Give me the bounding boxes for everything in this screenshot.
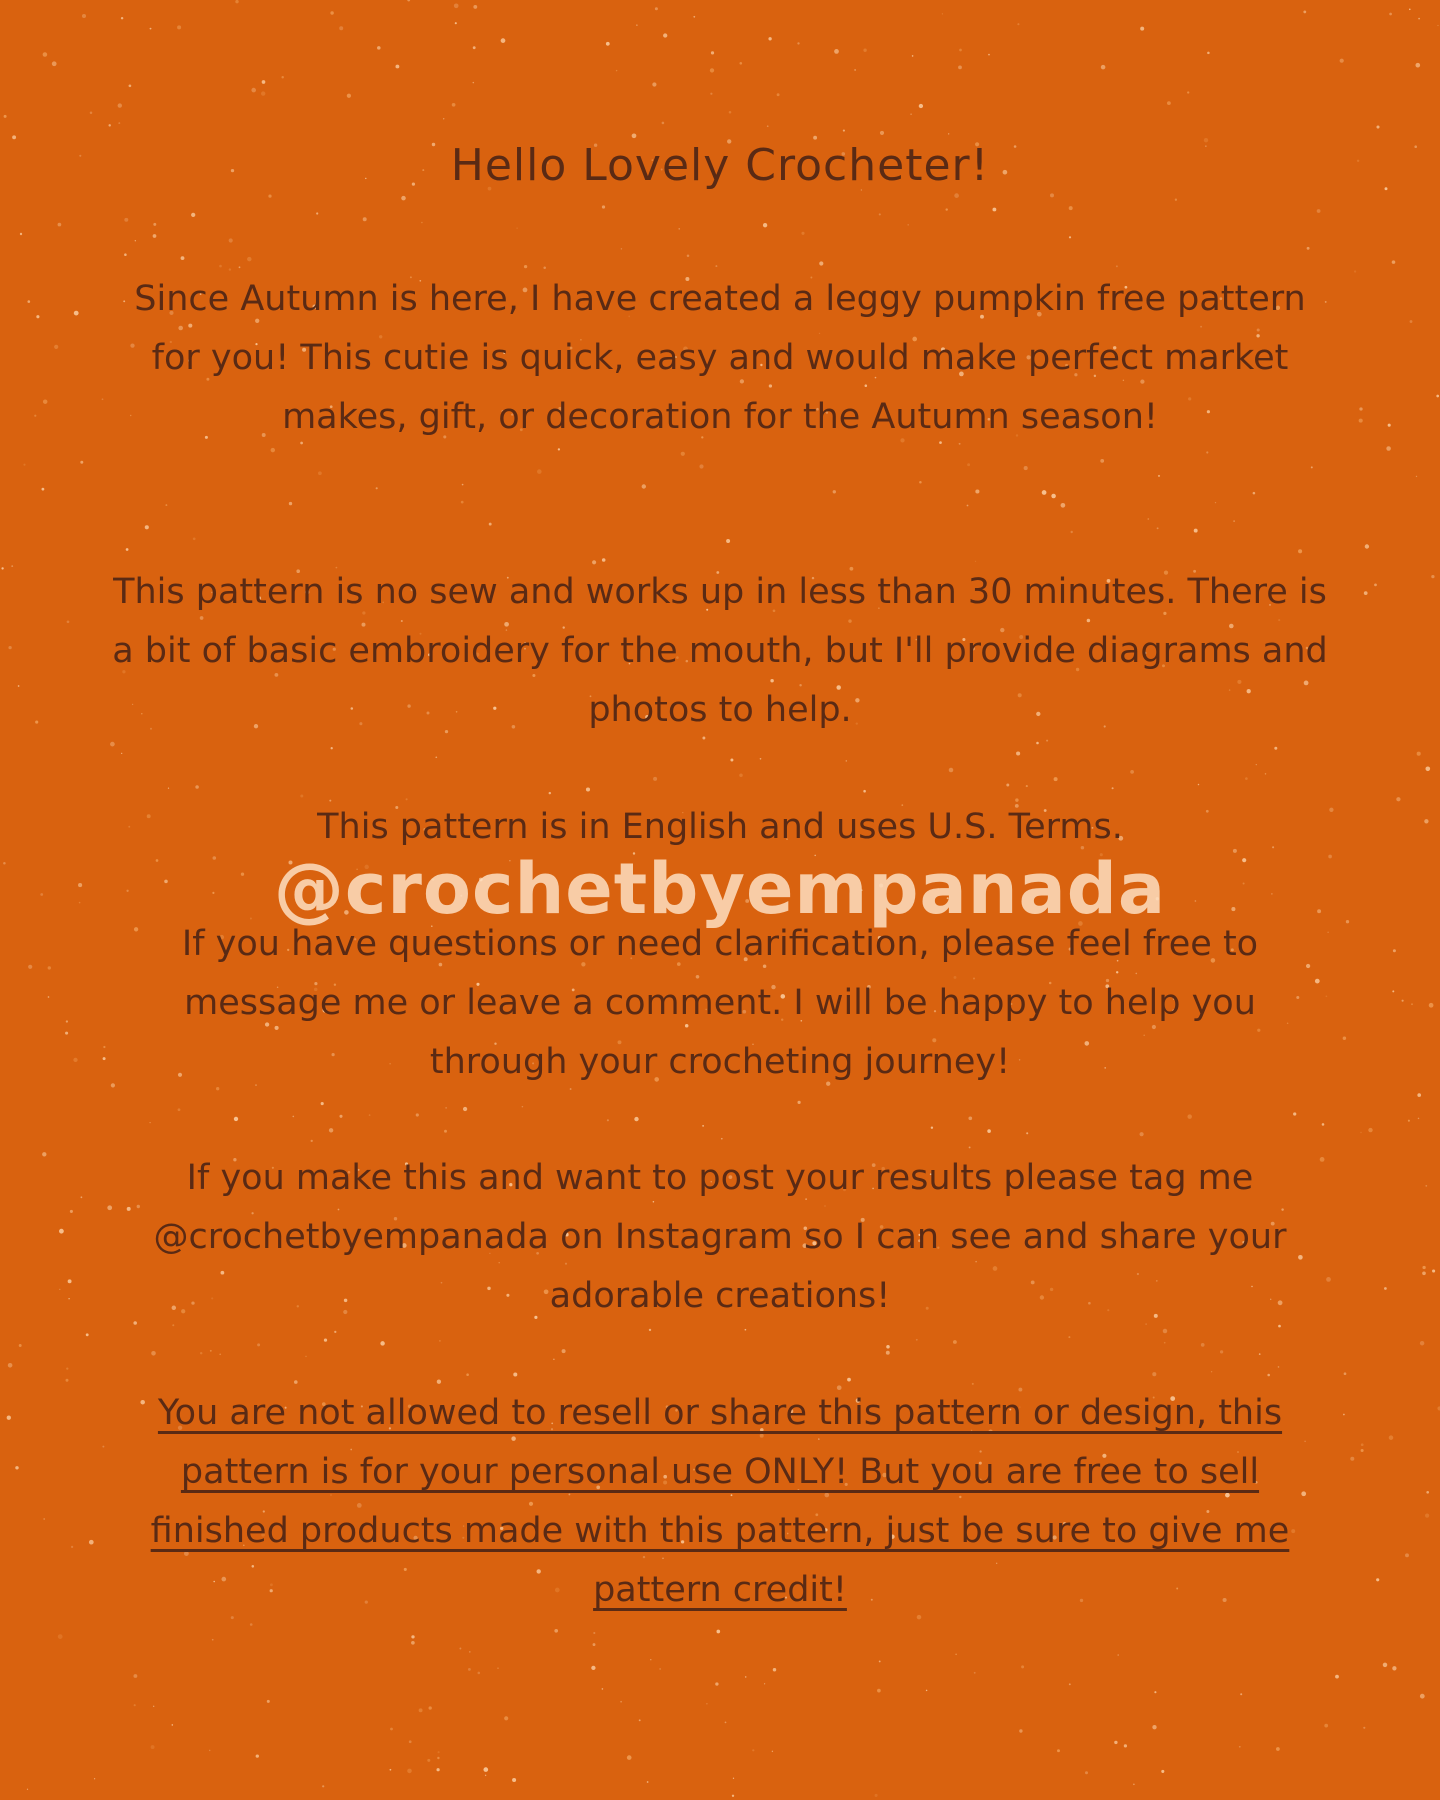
questions-paragraph: If you have questions or need clarification, please feel free to message me or leave a comment. I will be happy to help you through your crocheting journey! (181, 924, 1259, 1082)
terms-paragraph: This pattern is in English and uses U.S. Terms. (317, 807, 1123, 847)
difficulty-paragraph: This pattern is no sew and works up in less than 30 minutes. There is a bit of basic embroidery for the mouth, but I'll provide diagrams and photos to help. (112, 572, 1328, 730)
watermark-handle: @crochetbyempanada (273, 848, 1167, 930)
usage-notice: You are not allowed to resell or share this pattern or design, this pattern is for your personal use ONLY! But you are free to sell finished products made with this pattern, just be sure to give me pattern credit! (150, 1393, 1290, 1610)
greeting-heading: Hello Lovely Crocheter! (450, 140, 990, 191)
tag-paragraph: If you make this and want to post your results please tag me @crochetbyempanada on Instagram so I can see and share your adorable creations! (153, 1158, 1287, 1316)
intro-paragraph: Since Autumn is here, I have created a leggy pumpkin free pattern for you! This cutie is quick, easy and would make perfect market makes, gift, or decoration for the Autumn season! (134, 279, 1306, 437)
